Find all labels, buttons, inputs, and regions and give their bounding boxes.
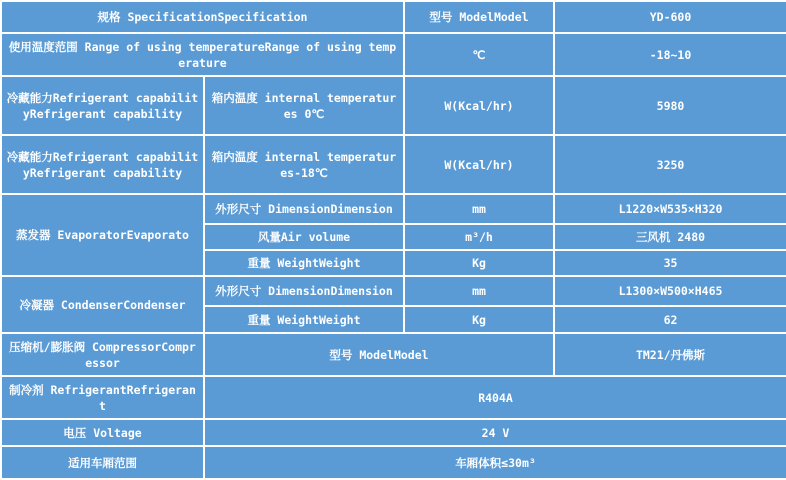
capability-18-label: 冷藏能力Refrigerant capabilityRefrigerant capability [1,135,204,194]
compressor-label: 压缩机/膨胀阀 CompressorCompressor [1,333,204,376]
voltage-label: 电压 Voltage [1,419,204,446]
evaporator-dimension-value: L1220×W535×H320 [554,194,786,224]
capability-0-value: 5980 [554,76,786,135]
condenser-row [1,276,786,306]
compressor-model-value: TM21/丹佛斯 [554,333,786,376]
evaporator-air-volume-label: 风量Air volume [204,224,404,250]
evaporator-air-volume-unit: m³/h [404,224,554,250]
temp-range-unit: ℃ [404,33,554,76]
condenser-label: 冷凝器 CondenserCondenser [1,276,204,333]
condenser-dimension-value: L1300×W500×H465 [554,276,786,306]
capability-0-label: 冷藏能力Refrigerant capabilityRefrigerant capability [1,76,204,135]
refrigerant-value: R404A [204,376,786,419]
voltage-row [1,419,786,446]
capability-18-row [1,135,786,194]
spec-header-cell: 规格 SpecificationSpecification [1,1,404,33]
condenser-weight-unit: Kg [404,306,554,333]
capability-18-value: 3250 [554,135,786,194]
evaporator-dimension-label: 外形尺寸 DimensionDimension [204,194,404,224]
compartment-row [1,446,786,479]
evaporator-row [1,194,786,224]
condenser-dimension-label: 外形尺寸 DimensionDimension [204,276,404,306]
evaporator-dimension-unit: mm [404,194,554,224]
capability-0-sublabel: 箱内温度 internal temperatures 0℃ [204,76,404,135]
model-value-cell: YD-600 [554,1,786,33]
compressor-row [1,333,786,376]
condenser-dimension-unit: mm [404,276,554,306]
evaporator-weight-unit: Kg [404,250,554,276]
temp-range-label: 使用温度范围 Range of using temperatureRange of using temperature [1,33,404,76]
evaporator-label: 蒸发器 EvaporatorEvaporato [1,194,204,276]
refrigerant-label: 制冷剂 RefrigerantRefrigerant [1,376,204,419]
capability-18-sublabel: 箱内温度 internal temperatures-18℃ [204,135,404,194]
evaporator-weight-value: 35 [554,250,786,276]
voltage-value: 24 V [204,419,786,446]
model-header-cell: 型号 ModelModel [404,1,554,33]
condenser-weight-label: 重量 WeightWeight [204,306,404,333]
condenser-weight-value: 62 [554,306,786,333]
compressor-model-label: 型号 ModelModel [204,333,554,376]
temp-range-value: -18~10 [554,33,786,76]
capability-0-unit: W(Kcal/hr) [404,76,554,135]
compartment-value: 车厢体积≤30m³ [204,446,786,479]
evaporator-air-volume-value: 三风机 2480 [554,224,786,250]
header-row [1,1,786,33]
evaporator-weight-label: 重量 WeightWeight [204,250,404,276]
temp-range-row [1,33,786,76]
capability-0-row [1,76,786,135]
compartment-label: 适用车厢范围 [1,446,204,479]
refrigerant-row [1,376,786,419]
capability-18-unit: W(Kcal/hr) [404,135,554,194]
